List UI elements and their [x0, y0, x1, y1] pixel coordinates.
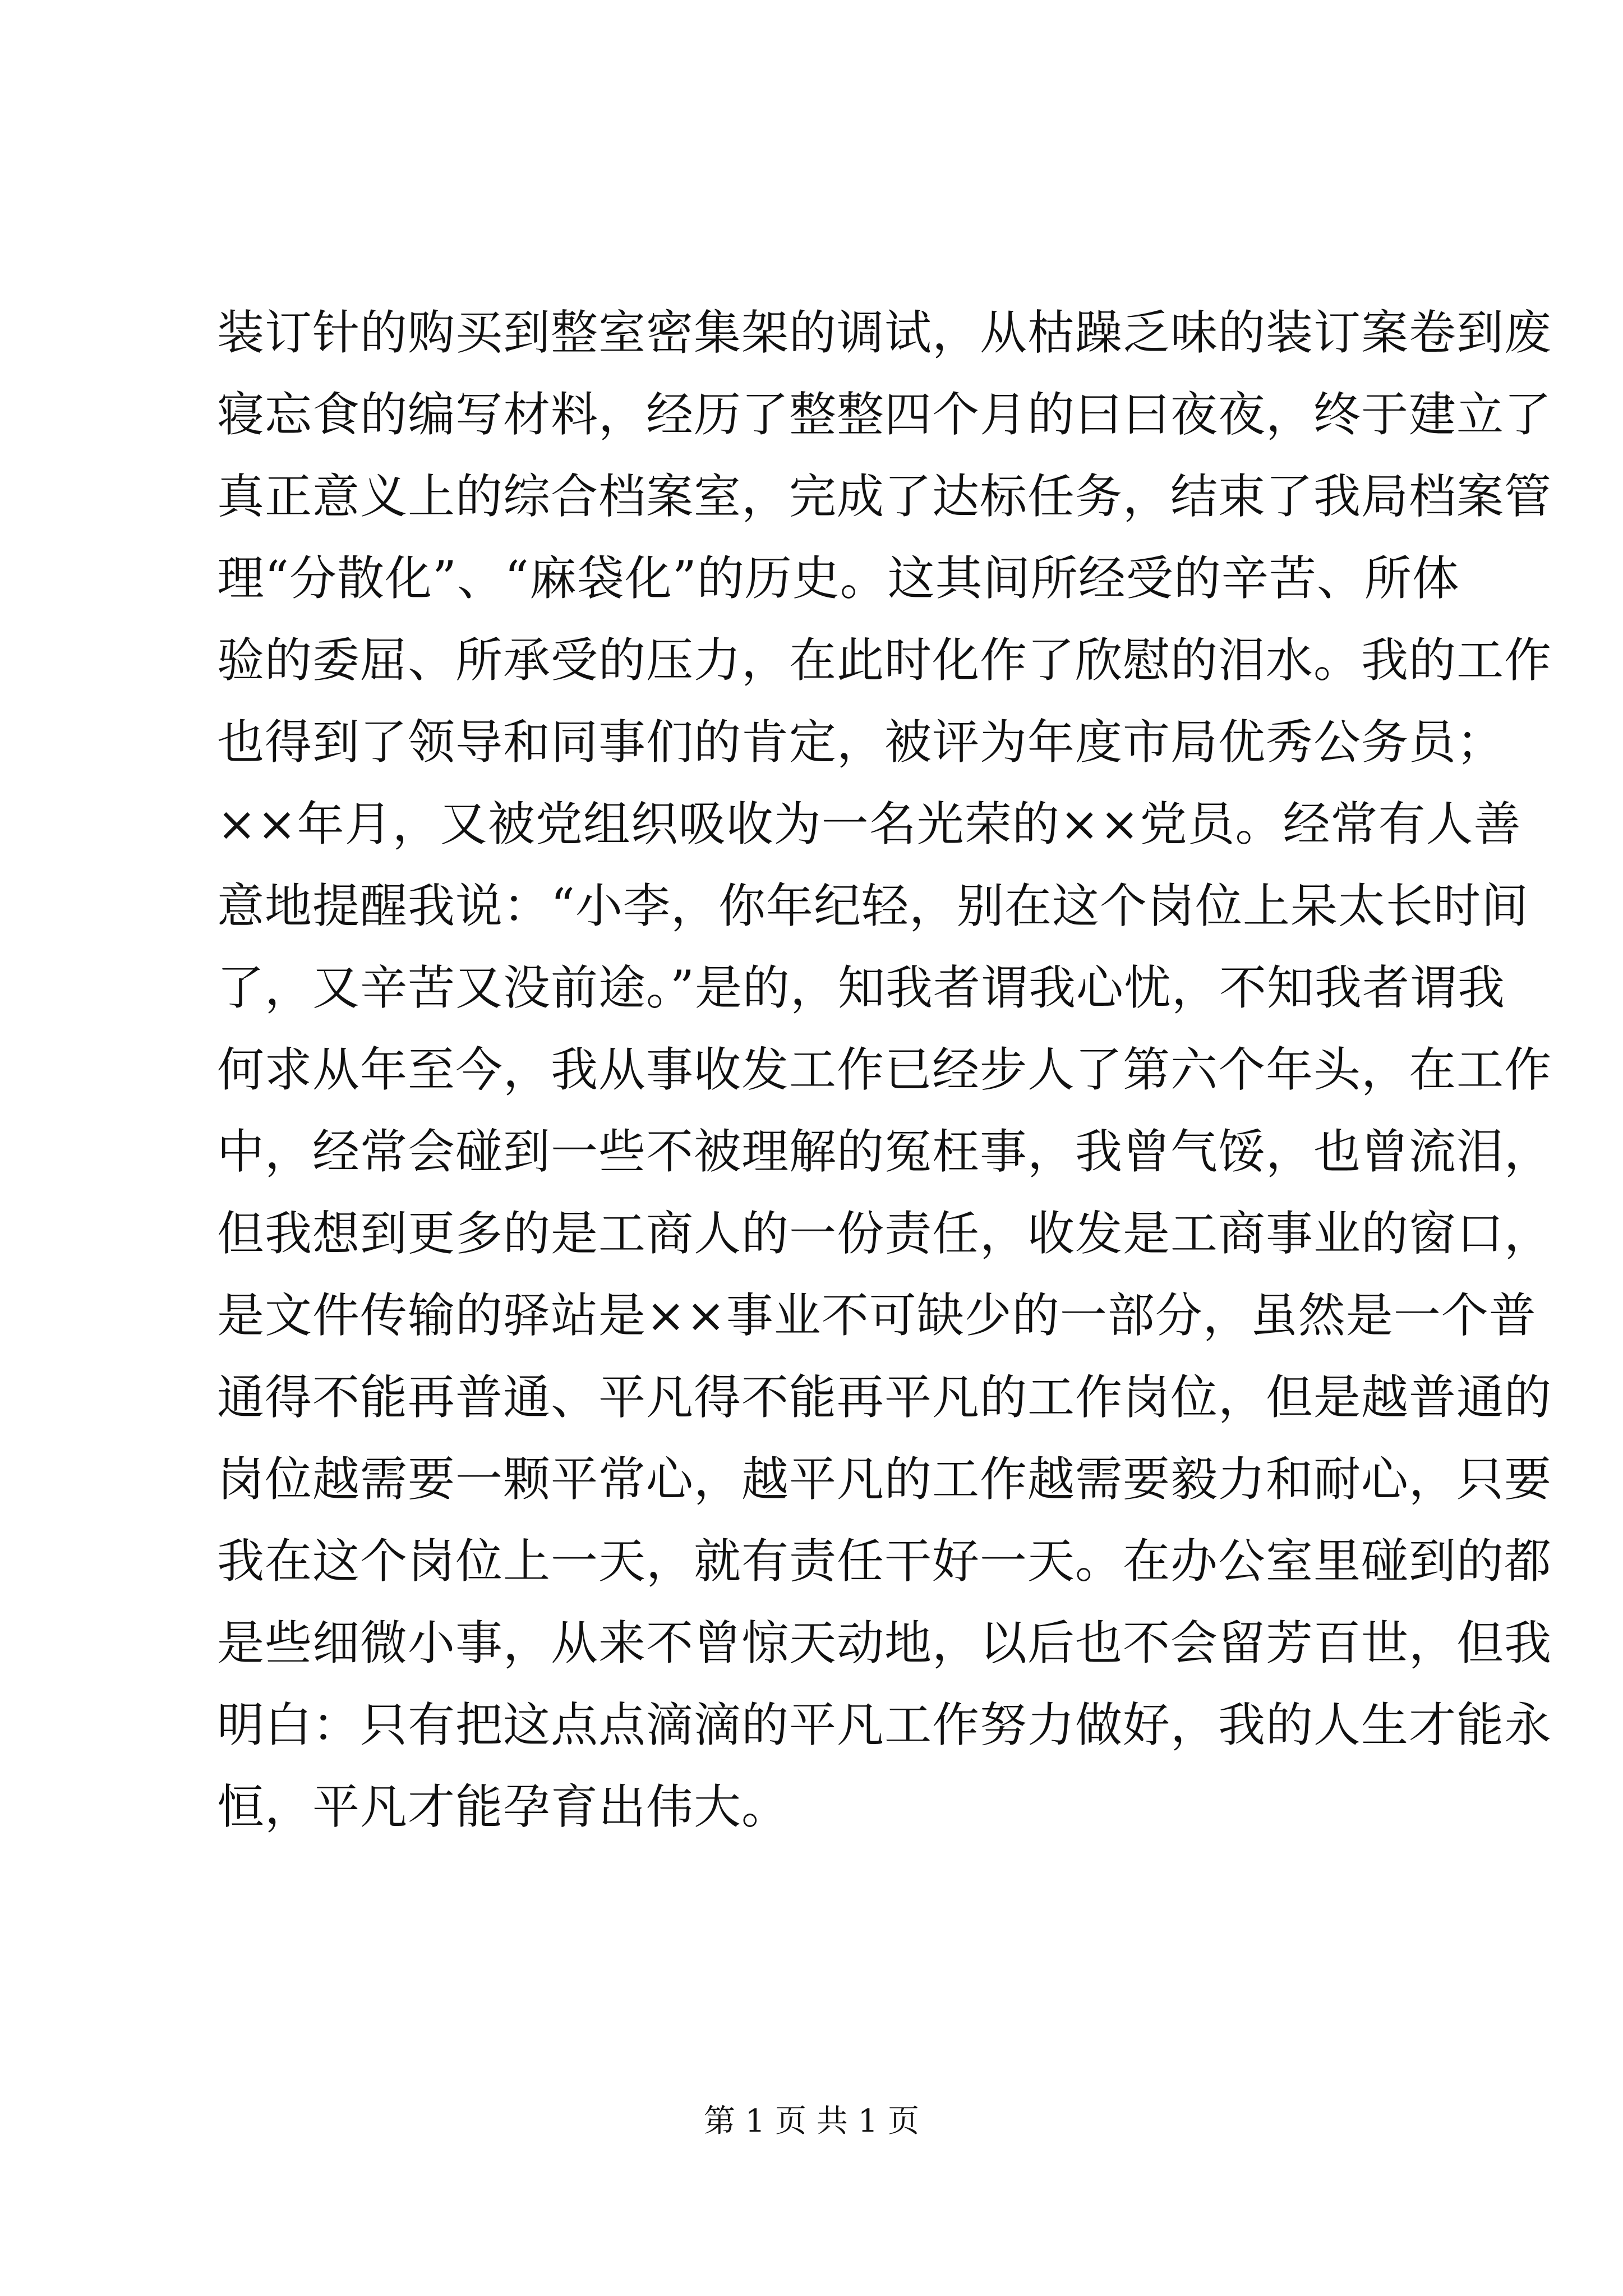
- paragraph-line-11: 中，经常会碰到一些不被理解的冤枉事，我曾气馁，也曾流泪，: [217, 1124, 1552, 1179]
- paragraph-line-17: 是些细微小事，从来不曾惊天动地，以后也不会留芳百世，但我: [217, 1616, 1552, 1671]
- paragraph-line-12: 但我想到更多的是工商人的一份责任，收发是工商事业的窗口，: [217, 1206, 1552, 1261]
- page-number-footer: 第 1 页 共 1 页: [703, 2103, 920, 2139]
- paragraph-line-14: 通得不能再普通、平凡得不能再平凡的工作岗位，但是越普通的: [217, 1370, 1552, 1425]
- paragraph-line-2: 寝忘食的编写材料，经历了整整四个月的曰曰夜夜，终于建立了: [217, 387, 1552, 442]
- paragraph-line-1: 装订针的购买到整室密集架的调试，从枯躁乏味的装订案卷到废: [217, 305, 1552, 360]
- paragraph-line-6: 也得到了领导和同事们的肯定，被评为年度市局优秀公务员；: [217, 715, 1505, 770]
- paragraph-line-10: 何求从年至今，我从事收发工作已经步人了第六个年头，在工作: [217, 1042, 1552, 1097]
- paragraph-line-19: 恒，平凡才能孕育出伟大。: [217, 1779, 790, 1834]
- paragraph-line-8: 意地提醒我说：“小李，你年纪轻，别在这个岗位上呆太长时间: [217, 878, 1529, 933]
- paragraph-line-13: 是文件传输的驿站是××事业不可缺少的一部分，虽然是一个普: [217, 1288, 1537, 1343]
- paragraph-line-15: 岗位越需要一颗平常心，越平凡的工作越需要毅力和耐心，只要: [217, 1452, 1552, 1507]
- paragraph-line-16: 我在这个岗位上一天，就有责任干好一天。在办公室里碰到的都: [217, 1534, 1552, 1589]
- paragraph-line-5: 验的委屈、所承受的压力，在此时化作了欣慰的泪水。我的工作: [217, 633, 1552, 688]
- body-paragraph: [217, 292, 1552, 1848]
- paragraph-line-3: 真正意义上的综合档案室，完成了达标任务，结束了我局档案管: [217, 469, 1552, 524]
- paragraph-line-9: 了，又辛苦又没前途。”是的，知我者谓我心忧，不知我者谓我: [217, 960, 1505, 1015]
- paragraph-line-4: 理“分散化”、“麻袋化”的历史。这其间所经受的辛苦、所体: [217, 551, 1460, 606]
- paragraph-line-18: 明白：只有把这点点滴滴的平凡工作努力做好，我的人生才能永: [217, 1697, 1552, 1752]
- paragraph-line-7: ××年月，又被党组织吸收为一名光荣的××党员。经常有人善: [217, 797, 1521, 852]
